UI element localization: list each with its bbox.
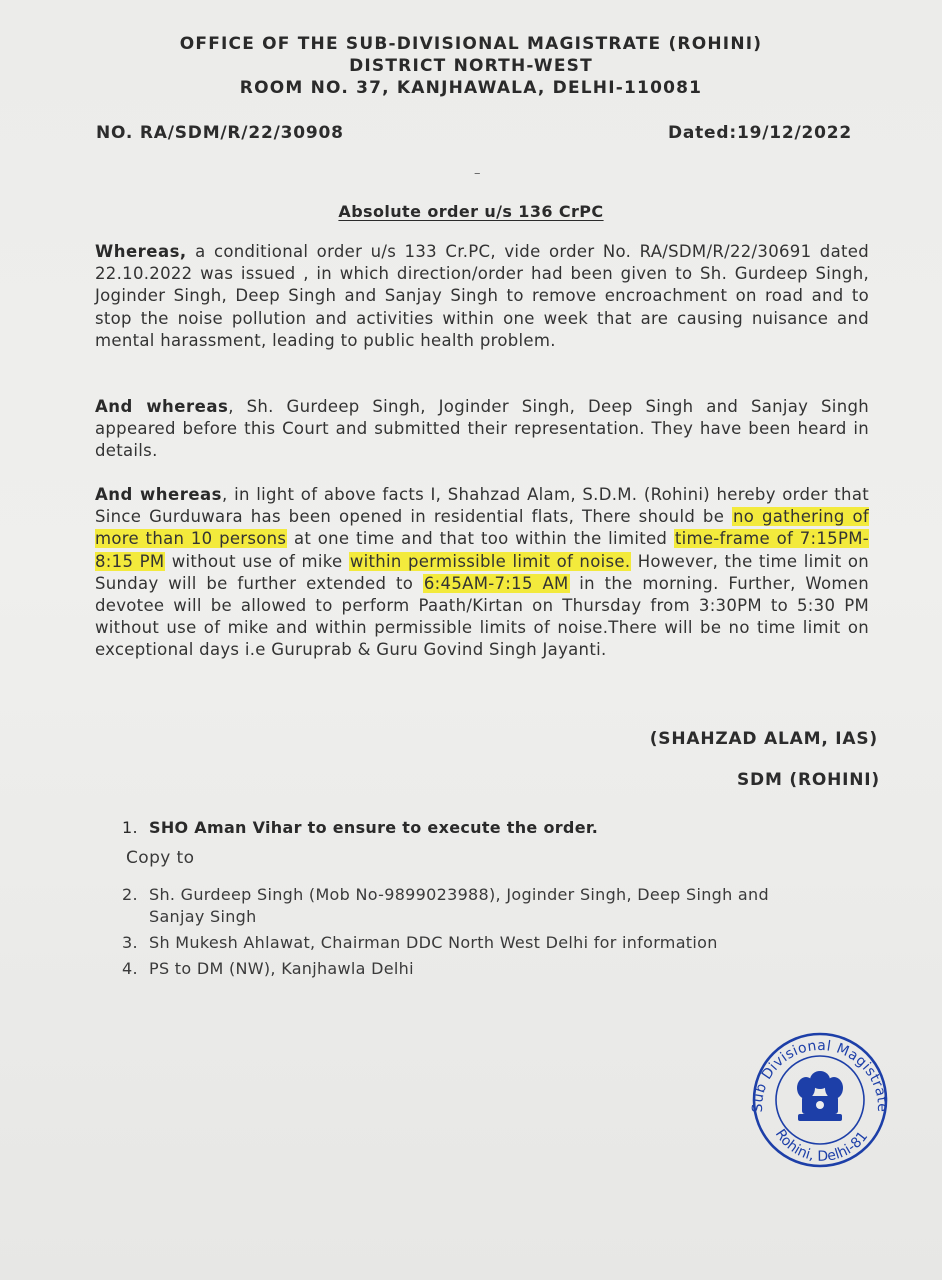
order-title-text: Absolute order u/s 136 CrPC — [338, 202, 604, 221]
highlight-time-frame: time-frame of 7:15PM-8:15 PM — [95, 529, 869, 571]
distribution-item-2-text: Sh. Gurdeep Singh (Mob No-9899023988), Joginder Singh, Deep Singh and — [149, 885, 769, 904]
district-name: DISTRICT NORTH-WEST — [349, 56, 593, 76]
paragraph-2-lead: And whereas — [95, 397, 229, 416]
signatory-designation: SDM (ROHINI) — [737, 770, 880, 790]
paragraph-3-lead: And whereas — [95, 485, 223, 504]
order-title — [0, 202, 942, 221]
highlight-noise-limit: within permissible limit of noise. — [349, 551, 631, 571]
paragraph-3-text: in the morning. Further, Women devotee will be allowed to perform Paath/Kirtan on Thursday from 3:30PM to 5:30 PM without use of mike and within permissible limits of noise.There will be no time limit on exceptional days i.e Guruprab & Guru Govind Singh Jayanti. — [95, 573, 869, 660]
highlight-gathering-limit: no gathering of more than 10 persons — [95, 507, 869, 549]
signatory-name: (SHAHZAD ALAM, IAS) — [649, 729, 878, 749]
distribution-item-3: 3. Sh Mukesh Ahlawat, Chairman DDC North West Delhi for information — [122, 933, 718, 952]
distribution-item-1: 1. SHO Aman Vihar to ensure to execute the order. — [122, 818, 599, 837]
distribution-item-2-cont: Sanjay Singh — [149, 907, 257, 926]
office-address: ROOM NO. 37, KANJHAWALA, DELHI-110081 — [239, 78, 703, 98]
distribution-item-4-text: PS to DM (NW), Kanjhawla Delhi — [149, 959, 414, 978]
distribution-item-2: 2. Sh. Gurdeep Singh (Mob No-9899023988), Joginder Singh, Deep Singh and Sanjay Singh — [122, 884, 882, 928]
distribution-item-3-text: Sh Mukesh Ahlawat, Chairman DDC North West Delhi for information — [149, 933, 718, 952]
reference-line — [96, 123, 852, 147]
seal-bottom-text: Rohini, Delhi-81 — [771, 1126, 872, 1165]
paragraph-3-text: However, the time limit on Sunday will be further extended to — [95, 551, 870, 593]
svg-text:Rohini, Delhi-81 — [772, 1127, 871, 1165]
paragraph-2-text: , Sh. Gurdeep Singh, Joginder Singh, Deep Singh and Sanjay Singh appeared before this Court and submitted their representation. They have been heard in details. — [95, 397, 869, 461]
copy-to-label: Copy to — [126, 848, 195, 868]
distribution-item-4: 4. PS to DM (NW), Kanjhawla Delhi — [122, 959, 414, 978]
office-name: OFFICE OF THE SUB-DIVISIONAL MAGISTRATE (ROHINI) — [179, 34, 763, 54]
paragraph-1-text: a conditional order u/s 133 Cr.PC, vide order No. RA/SDM/R/22/30691 dated 22.10.2022 was issued , in which direction/order had been given to Sh. Gurdeep Singh, Joginder Singh, Deep Singh and Sanjay Singh to remove encroachment on road and to stop the noise pollution and activities within one week that are causing nuisance and mental harassment, leading to public health problem. — [95, 242, 869, 350]
divider-mark: – — [474, 166, 481, 181]
highlight-sunday-time: 6:45AM-7:15 AM — [423, 573, 569, 593]
seal-top-text: Sub Divisional Magistrate — [749, 1037, 891, 1113]
paragraph-3-text: without use of mike — [165, 551, 349, 571]
paragraph-3-text: , in light of above facts I, Shahzad Alam, S.D.M. (Rohini) hereby order that Since Gurduwara has been opened in residential flats, There should be — [95, 485, 869, 527]
paragraph-1 — [95, 241, 869, 352]
paragraph-1-lead: Whereas, — [95, 242, 187, 261]
order-date: Dated:19/12/2022 — [667, 123, 852, 143]
order-number: NO. RA/SDM/R/22/30908 — [96, 123, 344, 143]
paragraph-3-text: at one time and that too within the limited — [287, 529, 674, 549]
emblem-icon — [797, 1071, 843, 1121]
paragraph-2 — [95, 396, 869, 463]
official-seal-icon — [740, 1032, 900, 1168]
paragraph-3 — [95, 484, 869, 662]
distribution-item-1-text: SHO Aman Vihar to ensure to execute the order. — [149, 818, 599, 837]
